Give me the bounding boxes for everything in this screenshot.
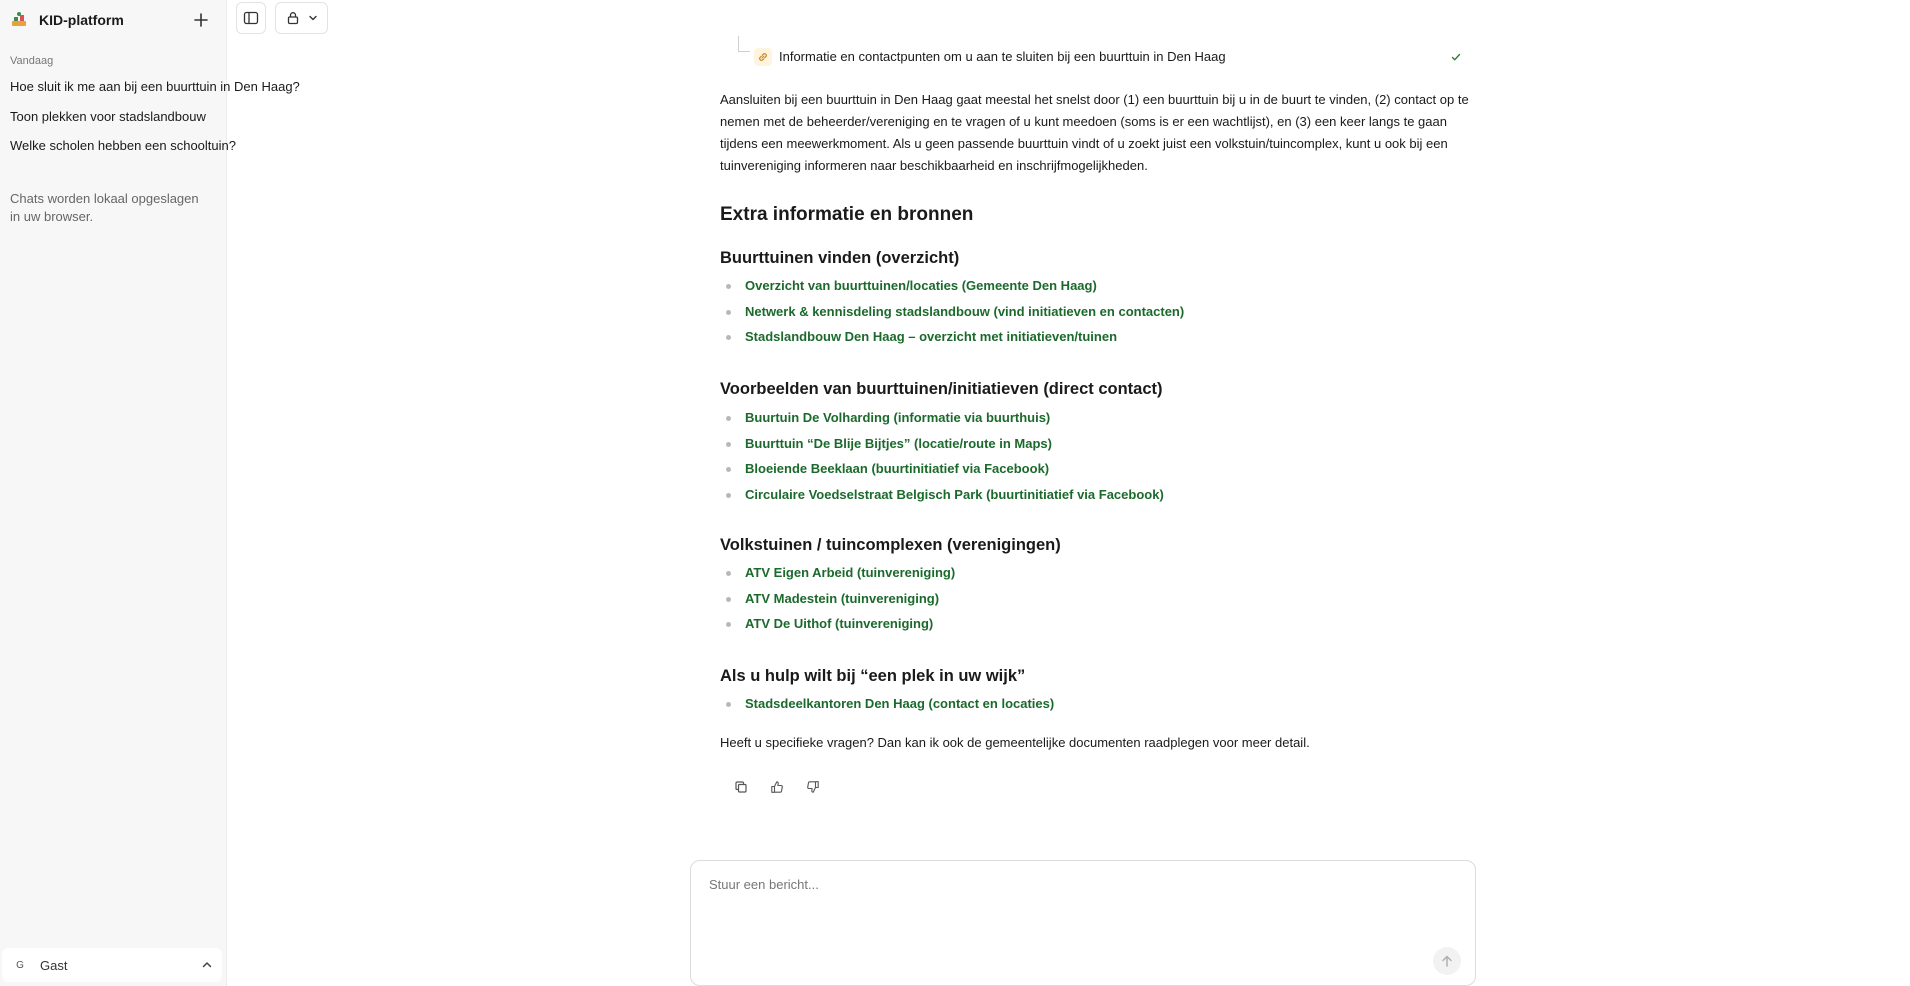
link-icon xyxy=(754,48,772,66)
user-menu[interactable] xyxy=(2,948,222,982)
link-list xyxy=(720,408,1476,510)
list-item xyxy=(720,614,1476,640)
copy-icon xyxy=(734,780,748,794)
visibility-dropdown[interactable] xyxy=(275,2,328,34)
sidebar-toggle-icon xyxy=(243,10,259,26)
lock-icon xyxy=(286,11,300,25)
copy-button[interactable] xyxy=(728,774,754,800)
intro-paragraph: Aansluiten bij een buurttuin in Den Haag gaat meestal het snelst door (1) een buurttuin bij u in de buurt te vinden, (2) contact op te nemen met de beheerder/vereniging en te vragen of u kunt meedoen (soms is er een wachtlijst), en (3) een keer langs te gaan tijdens een meewerkmoment. Als u geen passende buurttuin vindt of u zoekt juist een volkstuin/tuincomplex, kunt u ook bij een tuinvereniging informeren naar beschikbaarheid en inschrijfmogelijkheden. xyxy=(720,92,1469,173)
link-list xyxy=(720,694,1476,720)
list-item xyxy=(720,276,1476,302)
source-link[interactable]: Stadslandbouw Den Haag – overzicht met initiatieven/tuinen xyxy=(745,329,1118,344)
arrow-up-icon xyxy=(1440,954,1454,968)
source-link[interactable]: Stadsdeelkantoren Den Haag (contact en locaties) xyxy=(745,696,1055,711)
section-heading: Buurttuinen vinden (overzicht) xyxy=(720,249,960,267)
send-button[interactable] xyxy=(1433,947,1461,975)
source-link[interactable]: Circulaire Voedselstraat Belgisch Park (buurtinitiatief via Facebook) xyxy=(745,486,1164,502)
chat-history-item[interactable]: Toon plekken voor stadslandbouw xyxy=(10,109,206,124)
tool-connector xyxy=(738,36,750,52)
message-input[interactable] xyxy=(709,877,1409,937)
list-item xyxy=(720,694,1476,720)
section-heading: Voorbeelden van buurttuinen/initiatieven (direct contact) xyxy=(720,380,1163,398)
list-item xyxy=(720,459,1476,485)
list-item xyxy=(720,408,1476,434)
link-list xyxy=(720,563,1476,640)
section-heading: Als u hulp wilt bij “een plek in uw wijk” xyxy=(720,667,1026,685)
chat-history-item[interactable]: Hoe sluit ik me aan bij een buurttuin in Den Haag? xyxy=(10,79,300,94)
user-name: Gast xyxy=(40,957,68,973)
closing-paragraph: Heeft u specifieke vragen? Dan kan ik ook de gemeentelijke documenten raadplegen voor meer detail. xyxy=(720,735,1310,750)
message-composer xyxy=(690,860,1476,986)
link-list xyxy=(720,276,1476,353)
sidebar-toggle-button[interactable] xyxy=(236,2,266,34)
source-link[interactable]: Buurttuin “De Blije Bijtjes” (locatie/route in Maps) xyxy=(745,435,1052,451)
thumbs-up-icon xyxy=(770,780,784,794)
list-item xyxy=(720,563,1476,589)
list-item xyxy=(720,589,1476,615)
new-chat-button[interactable] xyxy=(189,8,213,32)
sidebar-header xyxy=(10,8,217,32)
source-link[interactable]: ATV De Uithof (tuinvereniging) xyxy=(745,616,934,631)
thumbs-down-icon xyxy=(806,780,820,794)
list-item xyxy=(720,434,1476,460)
list-item xyxy=(720,485,1476,511)
local-storage-note: Chats worden lokaal opgeslagen in uw browser. xyxy=(10,191,199,224)
sources-heading: Extra informatie en bronnen xyxy=(720,204,974,225)
tool-call-row[interactable] xyxy=(720,46,1476,70)
app-title: KID-platform xyxy=(39,12,124,28)
chat-section-label: Vandaag xyxy=(10,55,54,67)
source-link[interactable]: Overzicht van buurttuinen/locaties (Gemeente Den Haag) xyxy=(745,278,1097,293)
list-item xyxy=(720,302,1476,328)
downvote-button[interactable] xyxy=(800,774,826,800)
avatar: G xyxy=(16,959,24,971)
tool-call-label: Informatie en contactpunten om u aan te sluiten bij een buurttuin in Den Haag xyxy=(779,49,1226,64)
sidebar xyxy=(0,0,300,986)
source-link[interactable]: ATV Eigen Arbeid (tuinvereniging) xyxy=(745,565,956,580)
upvote-button[interactable] xyxy=(764,774,790,800)
plus-icon xyxy=(194,13,208,27)
source-link[interactable]: Buurtuin De Volharding (informatie via buurthuis) xyxy=(745,410,1051,425)
chevron-up-icon xyxy=(200,958,214,972)
source-link[interactable]: ATV Madestein (tuinvereniging) xyxy=(745,590,940,606)
chevron-down-icon xyxy=(308,13,318,23)
message-actions xyxy=(728,774,826,800)
source-link[interactable]: Bloeiende Beeklaan (buurtinitiatief via Facebook) xyxy=(745,461,1050,476)
list-item xyxy=(720,327,1476,353)
section-heading: Volkstuinen / tuincomplexen (verenigingen) xyxy=(720,536,1061,554)
logo-icon xyxy=(10,11,28,29)
check-icon xyxy=(1450,50,1462,68)
chat-history-item[interactable]: Welke scholen hebben een schooltuin? xyxy=(10,138,236,153)
source-link[interactable]: Netwerk & kennisdeling stadslandbouw (vind initiatieven en contacten) xyxy=(745,303,1185,319)
